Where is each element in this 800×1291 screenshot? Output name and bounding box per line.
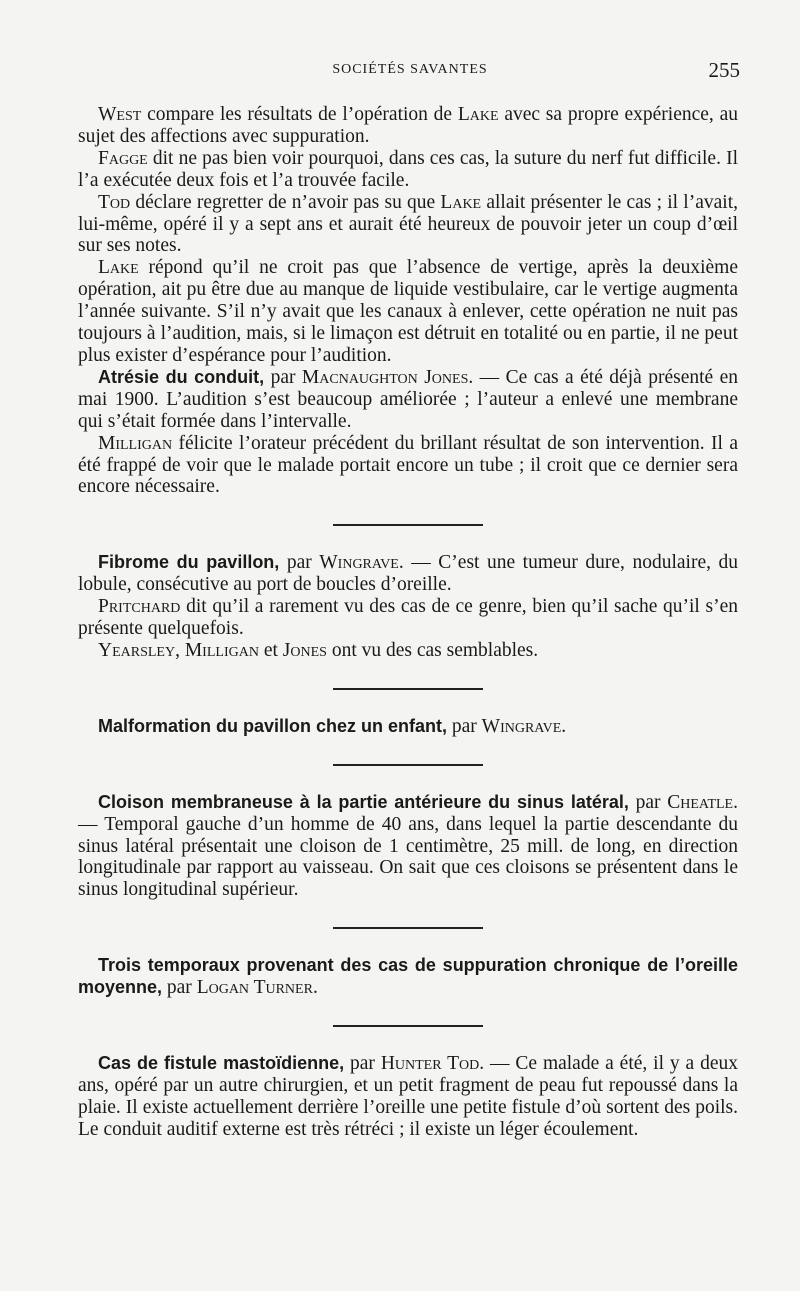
- page-number: 255: [708, 58, 740, 82]
- paragraph-text: .: [312, 977, 318, 999]
- paragraph-text: félicite l’orateur précédent du brillant résultat de son intervention. Il a été frappé de voir que le malade portait encore un tube ; il croit que ce dernier sera encore nécessaire.: [78, 432, 738, 498]
- paragraph-text: . — Ce cas a été déjà présenté en mai 1900. L’audition s’est beaucoup améliorée ; l’auteur a enlevé une membrane qui s’était formée dans l’intervalle.: [78, 366, 739, 432]
- paragraph-west: [78, 104, 738, 148]
- paragraph-text: . — Ce malade a été, il y a deux ans, opéré par un autre chirurgien, et un petit fragment de peau fut repoussé dans la plaie. Il existe actuellement derrière l’oreille une petite fistule d’où sortent des poils. Le conduit auditif externe est très rétréci ; il existe un léger écoulement.: [78, 1053, 738, 1140]
- paragraph-cloison: [78, 792, 738, 902]
- case-title: Cloison membraneuse à la partie antérieure du sinus latéral,: [98, 791, 629, 812]
- case-title: Trois temporaux provenant des cas de suppuration chronique de l’oreille moyenne,: [78, 955, 738, 998]
- paragraph-milligan: [78, 433, 738, 499]
- paragraph-text: dit qu’il a rarement vu des cas de ce genre, bien qu’il sache qu’il s’en présente quelquefois.: [78, 596, 738, 640]
- paragraph-text: par: [162, 977, 197, 999]
- case-title: Fibrome du pavillon,: [98, 552, 280, 573]
- paragraph-temporaux: [78, 955, 738, 999]
- paragraph-text: . — C’est une tumeur dure, nodulaire, du lobule, consécutive au port de boucles d’oreille.: [78, 552, 738, 596]
- paragraph-text: . — Temporal gauche d’un homme de 40 ans, dans lequel la partie descendante du sinus latéral présentait une cloison de 1 centimètre, 25 mill. de long, en direction longitudinale par rapport au vaisseau. On sait que ces cloisons se présentent dans le sinus longitudinal supérieur.: [78, 791, 738, 901]
- paragraph-text: compare les résultats de l’opération de: [141, 104, 458, 125]
- speaker-name: Milligan: [184, 639, 259, 661]
- paragraph-fistule: [78, 1053, 738, 1141]
- paragraph-pritchard: [78, 596, 738, 640]
- author-name: Logan Turner: [196, 977, 313, 999]
- paragraph-fibrome: [78, 552, 738, 596]
- paragraph-atresie: [78, 367, 738, 433]
- section-divider: [333, 927, 483, 929]
- paragraph-text: ,: [175, 639, 185, 661]
- author-name: Wingrave: [319, 552, 399, 574]
- speaker-name: Lake: [440, 191, 482, 213]
- paragraph-text: par: [344, 1053, 381, 1075]
- paragraph-text: par: [279, 552, 320, 574]
- section-divider: [333, 764, 483, 766]
- paragraph-tod: [78, 192, 738, 258]
- paragraph-malformation: [78, 716, 738, 738]
- case-title: Malformation du pavillon chez un enfant,: [98, 715, 448, 736]
- paragraph-lake: [78, 257, 738, 367]
- speaker-name: Tod: [98, 191, 131, 213]
- speaker-name: Pritchard: [98, 596, 181, 618]
- paragraph-text: par: [628, 791, 668, 813]
- speaker-name: Milligan: [98, 432, 173, 454]
- author-name: Cheatle: [667, 791, 734, 813]
- paragraph-text: répond qu’il ne croit pas que l’absence de vertige, après la deuxième opération, ait pu être due au manque de liquide vestibulaire, car le vertige augmenta l’année suivante. S’il n’y avait que les canaux à enlever, cette opération ne nuit pas toujours à l’audition, mais, si le limaçon est détruit en totalité ou en partie, il ne peut plus exister d’espérance pour l’audition.: [78, 257, 738, 366]
- paragraph-text: par: [264, 366, 302, 388]
- paragraph-text: avec sa propre expérience, au sujet des affections avec suppuration.: [78, 104, 738, 147]
- speaker-name: Lake: [457, 104, 499, 125]
- running-title: SOCIÉTÉS SAVANTES: [332, 62, 488, 77]
- author-name: Macnaughton Jones: [301, 366, 469, 388]
- page-header: [80, 58, 740, 86]
- speaker-name: Yearsley: [98, 639, 176, 661]
- paragraph-text: .: [561, 715, 567, 737]
- speaker-name: Fagge: [98, 147, 148, 169]
- paragraph-text: ont vu des cas semblables.: [326, 639, 539, 661]
- paragraph-text: allait présenter le cas ; il l’avait, lui-même, opéré il y a sept ans et aurait été heureux de pouvoir jeter un coup d’œil sur ses notes.: [78, 191, 738, 257]
- section-divider: [333, 524, 483, 526]
- speaker-name: Jones: [282, 639, 327, 661]
- author-name: Wingrave: [481, 715, 562, 737]
- section-divider: [333, 688, 483, 690]
- paragraph-text: par: [447, 715, 482, 737]
- paragraph-yearsley: [78, 640, 738, 662]
- case-title: Cas de fistule mastoïdienne,: [98, 1053, 345, 1074]
- body-text: [78, 104, 738, 1141]
- paragraph-text: déclare regretter de n’avoir pas su que: [130, 191, 441, 213]
- author-name: Hunter Tod: [380, 1053, 480, 1075]
- paragraph-text: et: [258, 639, 283, 661]
- speaker-name: Lake: [98, 257, 139, 279]
- paragraph-fagge: [78, 148, 738, 192]
- speaker-name: West: [98, 104, 142, 125]
- section-divider: [333, 1025, 483, 1027]
- paragraph-text: dit ne pas bien voir pourquoi, dans ces cas, la suture du nerf fut difficile. Il l’a exécutée deux fois et l’a trouvée facile.: [78, 147, 738, 191]
- case-title: Atrésie du conduit,: [98, 366, 265, 387]
